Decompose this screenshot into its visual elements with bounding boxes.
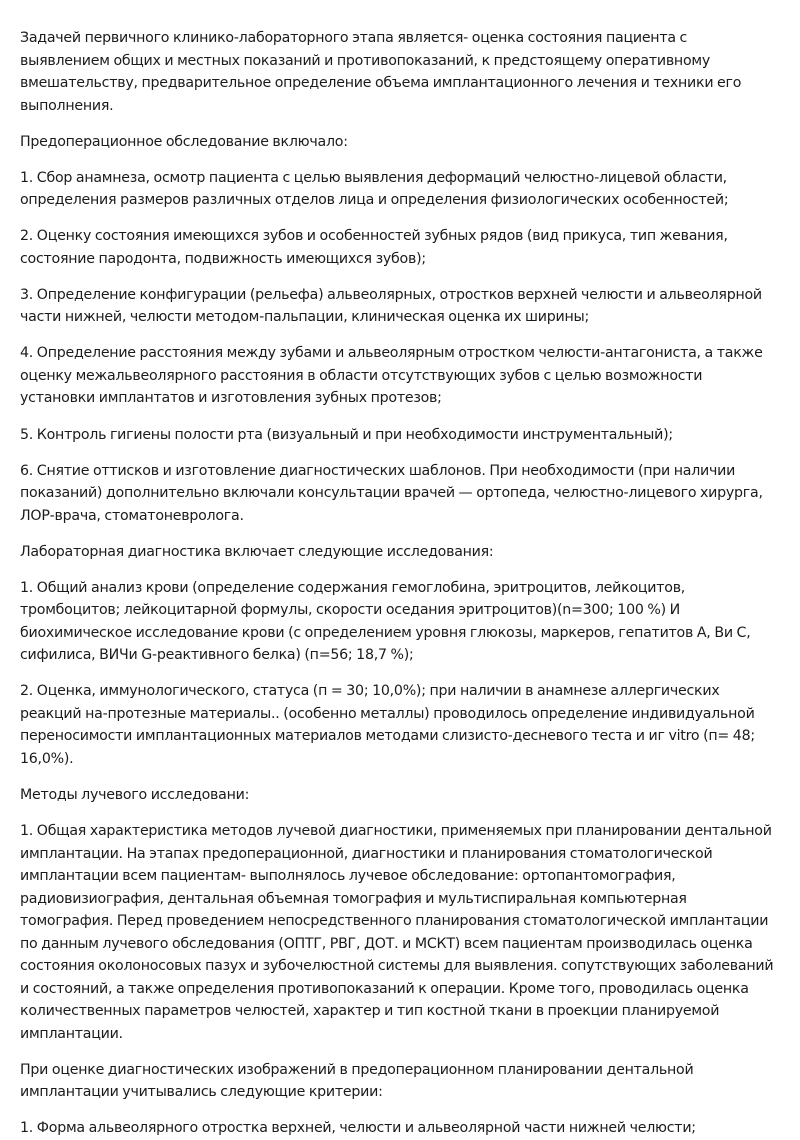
paragraph-radiology-heading: Методы лучевого исследовани: <box>20 787 250 804</box>
paragraph-item-alveolar-configuration: 3. Определение конфигурации (рельефа) альвеолярных, отростков верхней челюсти и альвеолярной части нижней, челюсти методом-пальпации, клиническая оценка их ширины; <box>20 286 762 326</box>
paragraph-task-description: Задачей первичного клинико-лабораторного этапа является- оценка состояния пациента с выявлением общих и местных показаний и противопоказаний, к предстоящему оперативному вмешательству, предварительное определение объема имплантационного лечения и техники его выполнения. <box>20 30 742 114</box>
paragraph-item-alveolar-shape: 1. Форма альвеолярного отростка верхней, челюсти и альвеолярной части нижней челюсти; <box>20 1120 696 1137</box>
paragraph-criteria-intro: При оценке диагностических изображений в предоперационном планировании дентальной имплантации учитывались следующие критерии: <box>20 1061 694 1101</box>
paragraph-item-immunological-status: 2. Оценка, иммунологического, статуса (п = 30; 10,0%); при наличии в анамнезе аллергических реакций на-протезные материалы.. (особенно металлы) проводилось определение индивидуальной переносимости имплантационных материалов методами слизисто-десневого теста и иг vitro (п= 48; 16,0%). <box>20 683 755 767</box>
paragraph-item-blood-analysis: 1. Общий анализ крови (определение содержания гемоглобина, эритроцитов, лейкоцитов, тромбоцитов; лейкоцитарной формулы, скорости оседания эритроцитов)(n=300; 100 %) И биохимическое исследование крови (с определением уровня глюкозы, маркеров, гепатитов А, Ви С, сифилиса, ВИЧи G-реактивного белка) (п=56; 18,7 %); <box>20 579 751 664</box>
paragraph-preop-exam-heading: Предоперационное обследование включало: <box>20 133 348 150</box>
paragraph-item-teeth-assessment: 2. Оценку состояния имеющихся зубов и особенностей зубных рядов (вид прикуса, тип жевания, состояние пародонта, подвижность имеющихся зубов); <box>20 228 728 267</box>
paragraph-item-hygiene-control: 5. Контроль гигиены полости рта (визуальный и при необходимости инструментальный); <box>20 426 673 443</box>
paragraph-item-anamnesis: 1. Сбор анамнеза, осмотр пациента с целью выявления деформаций челюстно-лицевой области, определения размеров различных отделов лица и определения физиологических особенностей; <box>20 169 729 209</box>
paragraph-item-impressions: 6. Снятие оттисков и изготовление диагностических шаблонов. При необходимости (при наличии показаний) дополнительно включали консультации врачей — ортопеда, челюстно-лицевого хирурга, ЛОР-врача, стоматоневролога. <box>20 462 763 524</box>
paragraph-item-interalveolar-distance: 4. Определение расстояния между зубами и альвеолярным отростком челюсти-антагониста, а также оценку межальвеолярного расстояния в области отсутствующих зубов с целью возможности установки имплантатов и изготовления зубных протезов; <box>20 345 763 407</box>
paragraph-lab-diagnostics-heading: Лабораторная диагностика включает следующие исследования: <box>20 543 494 560</box>
paragraph-item-radiology-methods: 1. Общая характеристика методов лучевой диагностики, применяемых при планировании дентальной имплантации. На этапах предоперационной, диагностики и планирования стоматологической имплантации всем пациентам- выполнялось лучевое обследование: ортопантомография, радиовизиография, дентальная объемная томография и мультиспиральная компьютерная томография. Перед проведением непосредственного планирования стоматологической имплантации по данным лучевого обследования (ОПТГ, РВГ, ДОТ. и МСКТ) всем пациентам производилась оценка состояния околоносовых пазух и зубочелюстной системы для выявления. сопутствующих заболеваний и состояний, а также определения противопоказаний к операции. Кроме того, проводилась оценка количественных параметров челюстей, характер и тип костной ткани в проекции планируемой имплантации. <box>20 823 774 1042</box>
